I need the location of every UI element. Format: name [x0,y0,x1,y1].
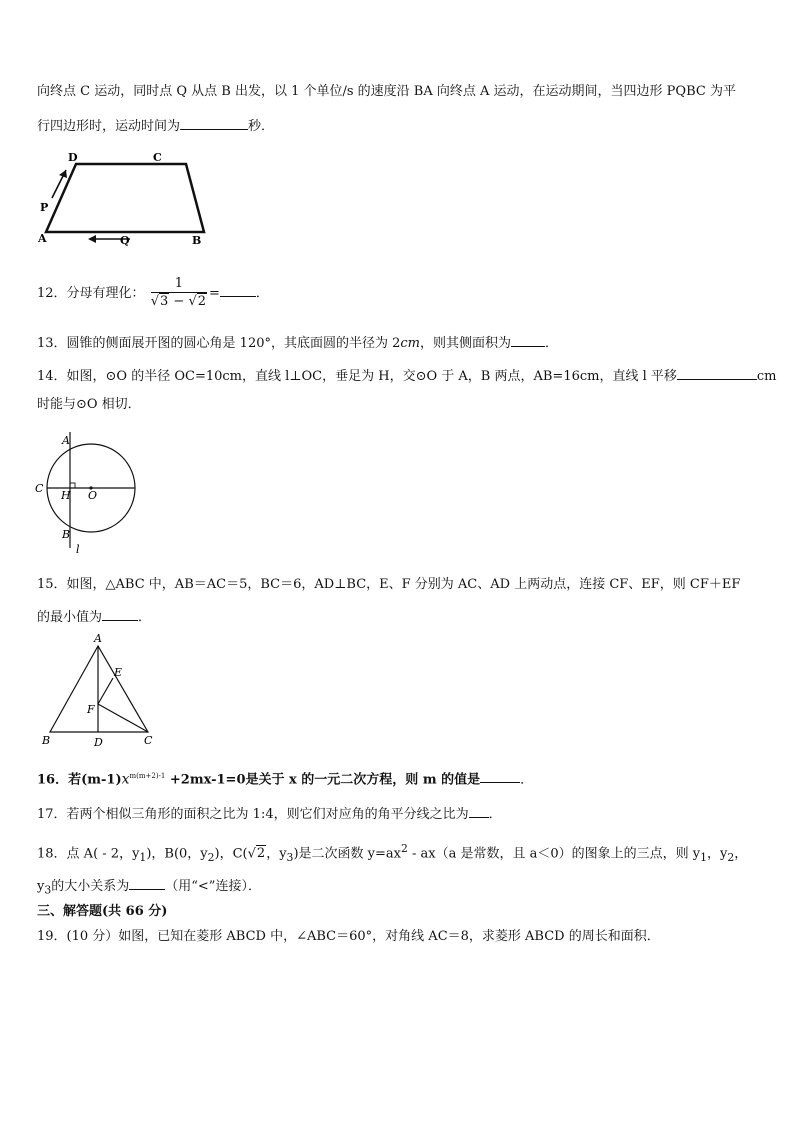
q15-line2 [37,607,151,627]
label-c: C [144,734,153,747]
triangle-figure [36,632,166,750]
q16-text-mid: +2mx-1=0是关于 x 的一元二次方程，则 m 的值是 [165,772,481,788]
fraction-numerator: 1 [151,276,207,293]
q18-text: ，y [266,846,287,862]
label-o: O [88,489,98,502]
q15-end: ． [138,610,152,625]
label-c: C [35,482,44,495]
q18-text: )，C( [214,846,248,862]
q12-prefix: 12．分母有理化： [37,286,145,301]
label-a: A [38,232,47,245]
answer-blank[interactable] [102,607,138,621]
label-h: H [61,489,71,502]
q14-line1 [37,366,777,386]
q15-text: 的最小值为 [37,610,103,625]
label-a: A [94,632,102,645]
q19-line: 19．(10 分）如图，已知在菱形 ABCD 中，∠ABC＝60°，对角线 AC＝8，求菱形 ABCD 的周长和面积． [37,929,660,944]
fraction [151,276,207,311]
answer-blank[interactable] [480,769,520,783]
radicand: 2 [256,846,266,862]
minus-sign: − [169,294,189,309]
q18-text: )，B(0，y [146,846,208,862]
label-q: Q [120,234,130,247]
subscript: 3 [286,850,294,864]
q17-end: ． [488,807,502,822]
q18-text: （用“<”连接）． [165,879,261,894]
q14-line2: 时能与⊙O 相切． [37,397,141,412]
label-b: B [62,528,71,541]
answer-blank[interactable] [220,283,256,297]
q14-text: 14．如图，⊙O 的半径 OC=10cm，直线 l⊥OC，垂足为 H，交⊙O 于 A，B 两点，AB=16cm，直线 l 平移 [37,369,677,384]
q18-text: ，y [707,846,728,862]
subscript: 2 [727,850,735,864]
q18-text: ， [734,846,748,862]
q16-line [37,767,533,789]
subscript: 1 [139,850,147,864]
q17-text: 17．若两个相似三角形的面积之比为 1:4，则它们对应角的角平分线之比为 [37,807,469,822]
q18-line1: 18．点 A( - 2，$y_1$)，B(0，$y_2$)，C(√2，$y_3$)是二次函数 $y=ax^2 - ax(a$ 是常数，且 a＜0）的图象上的三点，则 $y_1$，$y_2$， [37,842,748,864]
label-d: D [68,151,78,164]
q11-text-end: 秒． [248,119,275,134]
q12-suffix: ． [255,286,269,301]
label-l: l [76,543,80,555]
label-c: C [153,151,162,164]
label-e: E [114,666,123,679]
q16-end: ． [520,772,534,788]
answer-blank[interactable] [511,333,545,347]
q18-text: - ax（a 是常数，且 a＜0）的图象上的三点，则 y [407,846,701,862]
q18-line2 [37,876,261,900]
label-b: B [192,234,202,247]
q13-text: 13．圆锥的侧面展开图的圆心角是 120°，其底面圆的半径为 2 [37,336,401,351]
q16-exponent: m(m+2)-1 [129,772,166,780]
q18-text: )是二次函数 y=ax [293,846,401,862]
q18-text: 18．点 A( - 2，y [37,846,140,862]
q11-line1: 向终点 C 运动，同时点 Q 从点 B 出发，以 1 个单位/s 的速度沿 BA 向终点 A 运动，在运动期间，当四边形 PQBC 为平 [37,84,736,99]
q16-var: x [121,771,130,788]
equals-sign: = [209,286,220,301]
q13-end: ． [545,336,559,351]
fraction-denominator: √3 − √2 [150,294,207,309]
label-p: P [40,201,49,214]
q15-line1: 15．如图，△ABC 中，AB＝AC＝5，BC＝6，AD⊥BC，E、F 分别为 AC、AD 上两动点，连接 CF、EF，则 CF＋EF [37,577,741,592]
circle-figure [30,430,145,555]
q11-line2 [37,116,274,136]
label-f: F [87,703,95,716]
answer-blank[interactable] [129,876,165,890]
q13-line [37,333,558,353]
label-a: A [62,434,70,447]
section-heading: 三、解答题(共 66 分) [37,904,168,919]
trapezoid-figure [30,148,220,248]
answer-blank[interactable] [677,366,757,380]
answer-blank[interactable] [180,116,248,130]
q13-unit: cm [400,336,421,351]
q17-line [37,804,502,824]
q18-text: 的大小关系为 [51,879,130,894]
radicand-b: 2 [197,294,207,309]
q18-text: y [37,879,45,894]
label-b: B [42,734,51,747]
q14-unit: cm [756,369,777,384]
answer-blank[interactable] [469,804,489,818]
q13-text-mid: ，则其侧面积为 [420,336,512,351]
radicand-a: 3 [159,294,169,309]
q11-text: 行四边形时，运动时间为 [37,119,181,134]
q16-text: 16．若(m-1) [37,772,122,788]
subscript: 2 [207,850,215,864]
label-d: D [94,736,103,749]
subscript: 3 [44,883,52,897]
superscript: 2 [400,842,408,855]
subscript: 1 [700,850,708,864]
q12-line [37,276,269,312]
